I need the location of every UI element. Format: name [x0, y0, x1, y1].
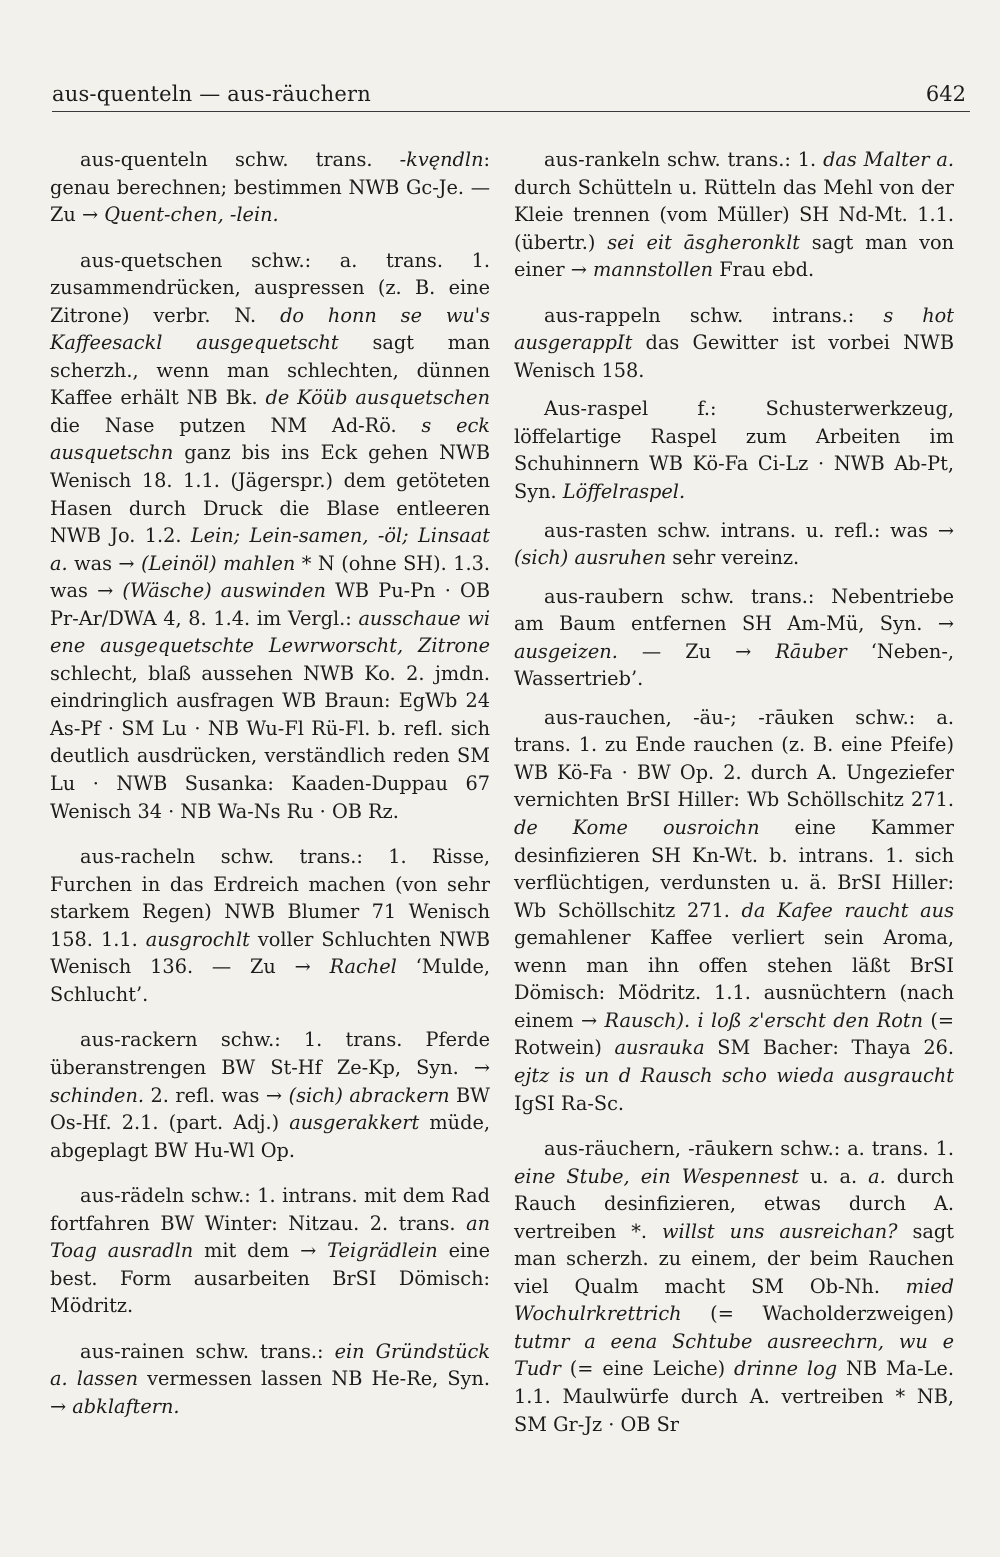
entry-aus-quetschen: aus-quetschen schw.: a. trans. 1. zusammendrücken, auspressen (z. B. eine Zitrone) verbr. N. do honn se wu's Kaffeesackl ausgequetscht sagt man scherzh., wenn man schlechten, dünnen Kaffee erhält NB Bk. de Köüb ausquetschen die Nase putzen NM Ad-Rö. s eck ausquetschn ganz bis ins Eck gehen NWB Wenisch 18. 1.1. (Jägerspr.) dem getöteten Hasen durch Druck die Blase entleeren NWB Jo. 1.2. Lein; Lein-samen, -öl; Linsaat a. was → (Leinöl) mahlen * N (ohne SH). 1.3. was → (Wäsche) auswinden WB Pu-Pn · OB Pr-Ar/DWA 4, 8. 1.4. im Vergl.: ausschaue wi ene ausgequetschte Lewrworscht, Zitrone schlecht, blaß aussehen NWB Ko. 2. jmdn. eindringlich ausfragen WB Braun: EgWb 24 As-Pf · SM Lu · NB Wu-Fl Rü-Fl. b. refl. sich deutlich ausdrücken, verständlich reden SM Lu · NWB Susanka: Kaaden-Duppau 67 Wenisch 34 · NB Wa-Ns Ru · OB Rz. — [50, 248, 491, 823]
entry-aus-rasten: aus-rasten schw. intrans. u. refl.: was → (sich) ausruhen sehr vereinz. — [514, 518, 954, 570]
entry-aus-rauchen: aus-rauchen, -äu-; -rāuken schw.: a. trans. 1. zu Ende rauchen (z. B. eine Pfeife) WB Kö-Fa · BW Op. 2. durch A. Ungeziefer vernichten BrSI Hiller: Wb Schöllschitz 271. de Kome ousroichn eine Kammer desinfizieren SH Kn-Wt. b. intrans. 1. sich verflüchtigen, verdunsten u. ä. BrSI Hiller: Wb Schöllschitz 271. da Kafee raucht aus gemahlener Kaffee verliert sein Aroma, wenn man ihn offen stehen läßt BrSI Dömisch: Mödritz. 1.1. ausnüchtern (nach einem → Rausch). i loß z'erscht den Rotn (= Rotwein) ausrauka SM Bacher: Thaya 26. ejtz is un d Rausch scho wieda ausgraucht IgSI Ra-Sc. — [514, 705, 955, 1115]
running-header — [52, 82, 970, 112]
headword: aus-raubern — [544, 584, 664, 608]
header-rule — [52, 111, 970, 112]
entry-aus-rainen: aus-rainen schw. trans.: ein Gründstück a. lassen vermessen lassen NB He-Re, Syn. → abklaftern. — [50, 1339, 491, 1418]
entry-aus-raubern: aus-raubern schw. trans.: Nebentriebe am Baum entfernen SH Am-Mü, Syn. → ausgeizen. — Zu → Rāuber ‘Neben-, Wassertrieb’. — [514, 584, 954, 691]
headword: aus-rädeln — [80, 1184, 185, 1208]
entry-aus-rappeln: aus-rappeln schw. intrans.: s hot ausgerappIt das Gewitter ist vorbei NWB Wenisch 158. — [514, 303, 954, 382]
headword: aus-rappeln — [544, 303, 661, 327]
entry-aus-raeuchern: aus-räuchern, -rāukern schw.: a. trans. 1. eine Stube, ein Wespennest u. a. a. durch Rauch desinfizieren, etwas durch A. vertreiben *. willst uns ausreichan? sagt man scherzh. zu einem, der beim Rauchen viel Qualm macht SM Ob-Nh. mied Wochulrkrettrich (= Wacholderzweigen) tutmr a eena Schtube ausreechrn, wu e Tudr (= eine Leiche) drinne log NB Ma-Le. 1.1. Maulwürfe durch A. vertreiben * NB, SM Gr-Jz · OB Sr — [514, 1137, 954, 1436]
headword: aus-quetschen — [80, 248, 223, 272]
entry-aus-rankeln: aus-rankeln schw. trans.: 1. das Malter a. durch Schütteln u. Rütteln das Mehl von der Kleie trennen (vom Müller) SH Nd-Mt. 1.1. (übertr.) sei eit āsgheronklt sagt man von einer → mannstollen Frau ebd. — [514, 148, 954, 282]
headword: aus-quenteln — [80, 148, 208, 171]
entry-aus-racheln: aus-racheln schw. trans.: 1. Risse, Furchen in das Erdreich machen (von sehr starkem Regen) NWB Blumer 71 Wenisch 158. 1.1. ausgrochlt voller Schluchten NWB Wenisch 136. — Zu → Rachel ‘Mulde, Schlucht’. — [50, 845, 491, 1006]
entry-aus-quenteln: aus-quenteln schw. trans. -kvęndln: genau berechnen; bestimmen NWB Gc-Je. — Zu → Quent-chen, -lein. — [50, 148, 490, 227]
headword: Aus-raspel — [544, 397, 649, 421]
entry-aus-raedeln: aus-rädeln schw.: 1. intrans. mit dem Rad fortfahren BW Winter: Nitzau. 2. trans. an Toag ausradln mit dem → Teigrädlein eine best. Form ausarbeiten BrSI Dömisch: Mödritz. — [50, 1184, 490, 1318]
entry-aus-rackern: aus-rackern schw.: 1. trans. Pferde überanstrengen BW St-Hf Ze-Kp, Syn. → schinden. 2. refl. was → (sich) abrackern BW Os-Hf. 2.1. (part. Adj.) ausgerakkert müde, abgeplagt BW Hu-Wl Op. — [50, 1028, 490, 1162]
header-title: aus-quenteln — aus-räuchern — [52, 82, 371, 106]
right-column — [514, 146, 954, 1456]
page-number: 642 — [925, 82, 966, 106]
headword: aus-racheln — [80, 845, 196, 869]
headword: aus-rackern — [80, 1028, 198, 1052]
entry-aus-raspel: Aus-raspel f.: Schusterwerkzeug, löffelartige Raspel zum Arbeiten im Schuhinnern WB Kö-Fa Ci-Lz · NWB Ab-Pt, Syn. Löffelraspel. — [514, 397, 954, 504]
headword: aus-rasten — [544, 518, 648, 542]
left-column — [50, 146, 490, 1439]
headword: aus-rankeln — [544, 148, 661, 171]
headword: aus-rauchen, -äu-; -rāuken — [544, 705, 835, 729]
headword: aus-rainen — [80, 1339, 185, 1363]
headword: aus-räuchern, -rāukern — [544, 1137, 774, 1161]
